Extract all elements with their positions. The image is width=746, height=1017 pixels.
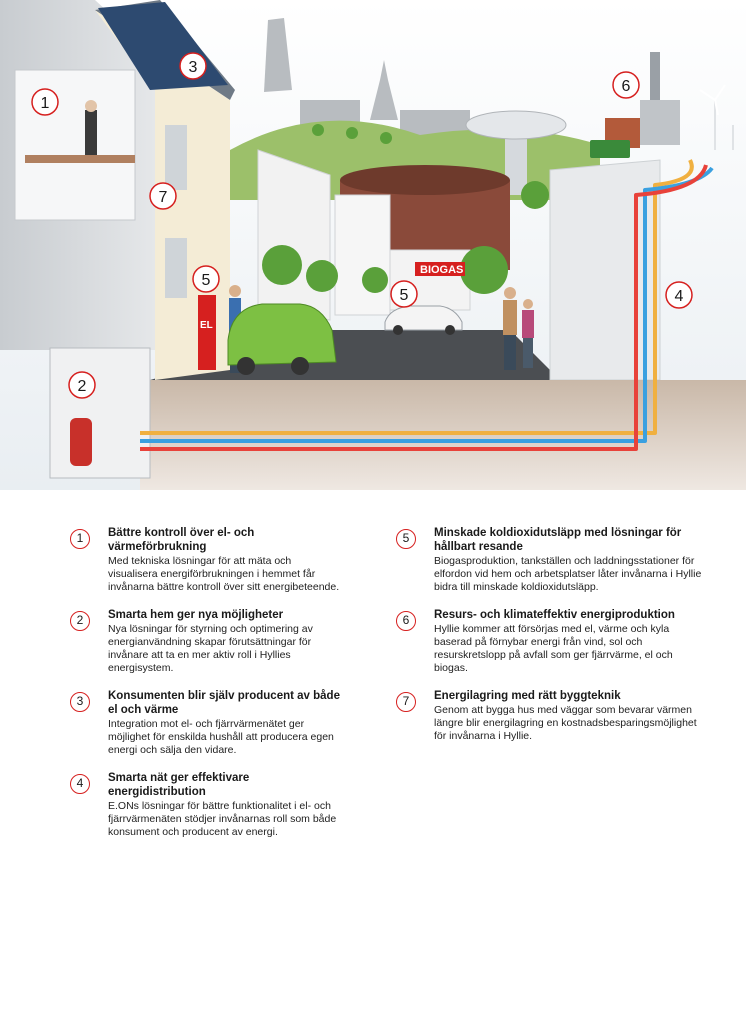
legend-title: Minskade koldioxidutsläpp med lösningar för hållbart resande (434, 527, 682, 553)
marker-7 (150, 183, 176, 209)
marker-5b (391, 281, 417, 307)
marker-5a (193, 266, 219, 292)
legend-number: 7 (396, 692, 416, 712)
legend-item-3 (70, 689, 340, 757)
legend-item-4 (70, 771, 340, 839)
legend-body: E.ONs lösningar för bättre funktionalitet i el- och fjärrvärmenäten stödjer invånarnas roll som både konsument och producent av energi. (108, 800, 337, 838)
legend-item-5 (396, 526, 706, 594)
marker-3 (180, 53, 206, 79)
marker-1 (32, 89, 58, 115)
legend-number: 4 (70, 774, 90, 794)
legend-body: Integration mot el- och fjärrvärmenätet ger möjlighet för enskilda hushåll att producera egen energi och sälja den vidare. (108, 718, 334, 756)
legend-title: Konsumenten blir själv producent av både el och värme (108, 690, 340, 716)
biogas-sign: BIOGAS (420, 264, 464, 276)
svg-text:4: 4 (674, 288, 684, 305)
legend-item-1 (70, 526, 340, 594)
garbage-truck (590, 140, 630, 158)
legend-title: Smarta nät ger effektivare energidistribution (108, 772, 250, 798)
marker-2 (69, 372, 95, 398)
legend-title: Energilagring med rätt byggteknik (434, 690, 621, 702)
legend-item-2 (70, 608, 340, 675)
legend-item-6 (396, 608, 706, 675)
svg-text:6: 6 (621, 78, 631, 95)
ev-charging-station (198, 295, 216, 370)
energy-system-illustration (0, 0, 746, 490)
heat-storage-tank (70, 418, 92, 466)
legend-title: Resurs- och klimateffektiv energiproduktion (434, 609, 675, 621)
svg-text:3: 3 (188, 59, 198, 76)
legend-left-column (70, 526, 340, 853)
svg-text:1: 1 (40, 95, 50, 112)
legend-right-column (396, 526, 706, 757)
marker-4 (666, 282, 692, 308)
legend-body: Genom att bygga hus med väggar som bevarar värmen längre blir energilagring en kostnadsbesparingsmöjlighet för invånarna i Hyllie. (434, 704, 697, 742)
apartment-interior (15, 70, 135, 220)
legend-number: 1 (70, 529, 90, 549)
legend-body: Hyllie kommer att försörjas med el, värme och kyla baserad på förnybar energi från vind, sol och resurskretslopp på avfall som ger fjärrvärme, el och biogas. (434, 623, 673, 674)
legend-number: 6 (396, 611, 416, 631)
legend-number: 2 (70, 611, 90, 631)
legend-number: 3 (70, 692, 90, 712)
legend-title: Bättre kontroll över el- och värmeförbrukning (108, 527, 255, 553)
biogas-station (415, 262, 465, 276)
svg-text:5: 5 (399, 287, 409, 304)
legend-body: Nya lösningar för styrning och optimering av energianvändning skapar förutsättningar för invånare att ta en mer aktiv roll i Hyllies energisystem. (108, 623, 313, 674)
legend-item-7 (396, 689, 706, 743)
svg-text:2: 2 (77, 378, 87, 395)
marker-6 (613, 72, 639, 98)
pump-label: EL (200, 320, 213, 331)
legend-title: Smarta hem ger nya möjligheter (108, 609, 284, 621)
legend-body: Med tekniska lösningar för att mäta och visualisera energiförbrukningen i hemmet får invånarna bättre kontroll över sitt energibeteende. (108, 555, 340, 593)
legend-body: Biogasproduktion, tankställen och laddningsstationer för elfordon vid hem och arbetsplatser låter invånarna i Hyllie bidra till minskade koldioxidutsläpp. (434, 555, 702, 593)
legend-number: 5 (396, 529, 416, 549)
basement (50, 348, 150, 478)
svg-text:7: 7 (158, 189, 168, 206)
svg-text:5: 5 (201, 272, 211, 289)
